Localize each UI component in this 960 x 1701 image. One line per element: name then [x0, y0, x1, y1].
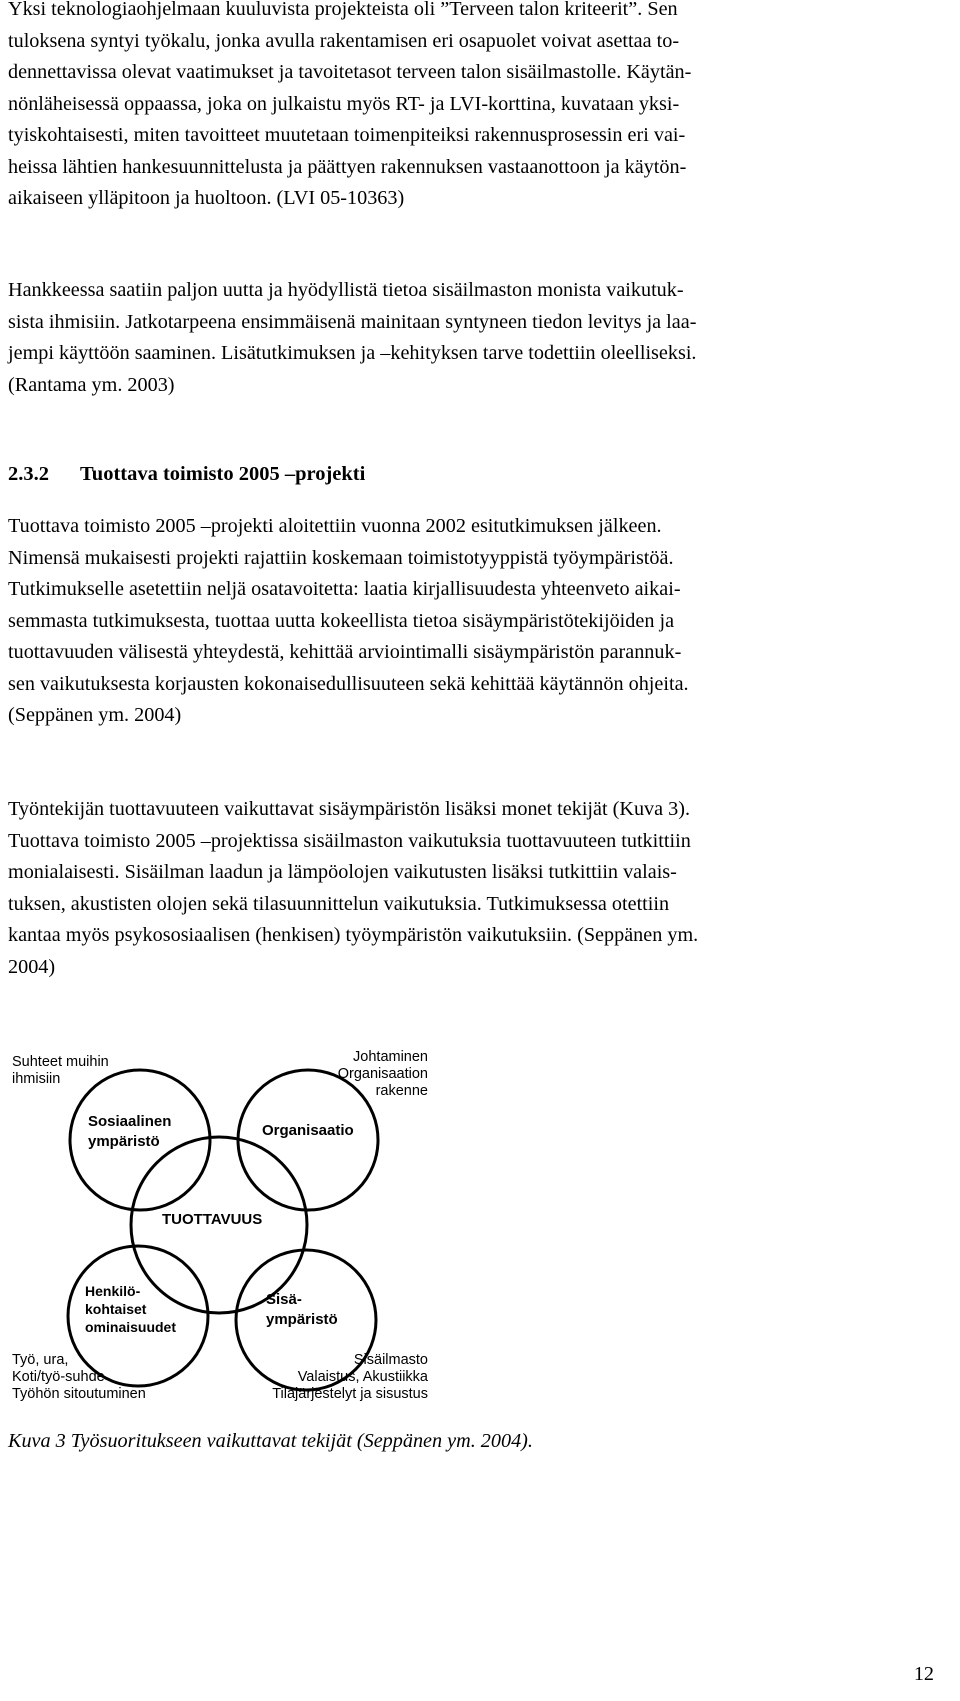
label-social-environment: Sosiaalinen ympäristö	[88, 1113, 172, 1150]
text-line: (Rantama ym. 2003)	[8, 373, 175, 396]
paragraph-2	[8, 275, 882, 401]
text-line: Tutkimukselle asetettiin neljä osatavoitetta: laatia kirjallisuudesta yhteenveto aikai-	[8, 578, 681, 600]
section-title: Tuottava toimisto 2005 –projekti	[80, 463, 366, 485]
text-line: (Seppänen ym. 2004)	[8, 704, 182, 726]
section-number: 2.3.2	[8, 463, 49, 485]
note-bottom-left: Työ, ura, Koti/työ-suhde Työhön sitoutuminen	[12, 1352, 146, 1402]
text-line: nönläheisessä oppaassa, joka on julkaistu myös RT- ja LVI-korttina, kuvataan yksi-	[8, 92, 680, 115]
text-line: Työntekijän tuottavuuteen vaikuttavat sisäympäristön lisäksi monet tekijät (Kuva 3).	[8, 798, 691, 820]
text-line: Nimensä mukaisesti projekti rajattiin koskemaan toimistotyyppistä työympäristöä.	[8, 546, 674, 569]
paragraph-1	[8, 0, 882, 215]
section-heading	[8, 459, 882, 491]
page-number: 12	[913, 1663, 934, 1685]
text-line: tuloksena syntyi työkalu, jonka avulla rakentamisen eri osapuolet voivat asettaa to-	[8, 29, 680, 52]
label-organisation: Organisaatio	[262, 1122, 354, 1139]
label-personal-characteristics: Henkilö- kohtaiset ominaisuudet	[85, 1283, 177, 1335]
text-line: monialaisesti. Sisäilman laadun ja lämpöolojen vaikutusten lisäksi tutkittiin valais-	[8, 861, 677, 883]
note-top-left: Suhteet muihin ihmisiin	[12, 1054, 109, 1087]
text-line: Hankkeessa saatiin paljon uutta ja hyödyllistä tietoa sisäilmaston monista vaikutuk-	[8, 279, 684, 301]
text-line: aikaiseen ylläpitoon ja huoltoon. (LVI 05-10363)	[8, 187, 405, 209]
figure-caption: Kuva 3 Työsuoritukseen vaikuttavat tekijät (Seppänen ym. 2004).	[8, 1430, 533, 1452]
text-line: sista ihmisiin. Jatkotarpeena ensimmäisenä mainitaan syntyneen tiedon levitys ja laa-	[8, 310, 697, 333]
text-line: tuottavuuden välisestä yhteydestä, kehittää arviointimalli sisäympäristön parannuk-	[8, 641, 682, 663]
text-line: dennettavissa olevat vaatimukset ja tavoitetasot terveen talon sisäilmastolle. Käytän-	[8, 61, 692, 83]
text-line: 2004)	[8, 955, 56, 978]
productivity-factors-figure	[0, 1040, 960, 1420]
text-line: kantaa myös psykososiaalisen (henkisen) työympäristön vaikutuksiin. (Seppänen ym.	[8, 924, 699, 946]
text-line: tuksen, akustisten olojen sekä tilasuunnittelun vaikutuksia. Tutkimuksessa otettiin	[8, 892, 670, 915]
text-line: semmasta tutkimuksesta, tuottaa uutta kokeellista tietoa sisäympäristötekijöiden ja	[8, 609, 675, 632]
text-line: Yksi teknologiaohjelmaan kuuluvista projekteista oli ”Terveen talon kriteerit”. Sen	[8, 0, 678, 20]
label-indoor-environment: Sisä- ympäristö	[266, 1291, 338, 1328]
text-line: Tuottava toimisto 2005 –projektissa sisäilmaston vaikutuksia tuottavuuteen tutkittiin	[8, 829, 691, 852]
label-productivity: TUOTTAVUUS	[162, 1211, 263, 1228]
text-line: Tuottava toimisto 2005 –projekti aloitettiin vuonna 2002 esitutkimuksen jälkeen.	[8, 515, 662, 537]
text-line: tyiskohtaisesti, miten tavoitteet muutetaan toimenpiteiksi rakennusprosessin eri vai-	[8, 124, 686, 146]
text-line: sen vaikutuksesta korjausten kokonaisedullisuuteen sekä kehittää käytännön ohjeita.	[8, 672, 689, 695]
note-top-right: Johtaminen Organisaation rakenne	[337, 1049, 428, 1099]
paragraph-3	[8, 511, 882, 732]
note-bottom-right: Sisäilmasto Valaistus, Akustiikka Tilajärjestelyt ja sisustus	[272, 1352, 428, 1402]
text-line: heissa lähtien hankesuunnittelusta ja päättyen rakennuksen vastaanottoon ja käytön-	[8, 155, 687, 178]
paragraph-4	[8, 794, 882, 983]
text-line: jempi käyttöön saaminen. Lisätutkimuksen ja –kehityksen tarve todettiin oleelliseksi.	[8, 342, 697, 364]
